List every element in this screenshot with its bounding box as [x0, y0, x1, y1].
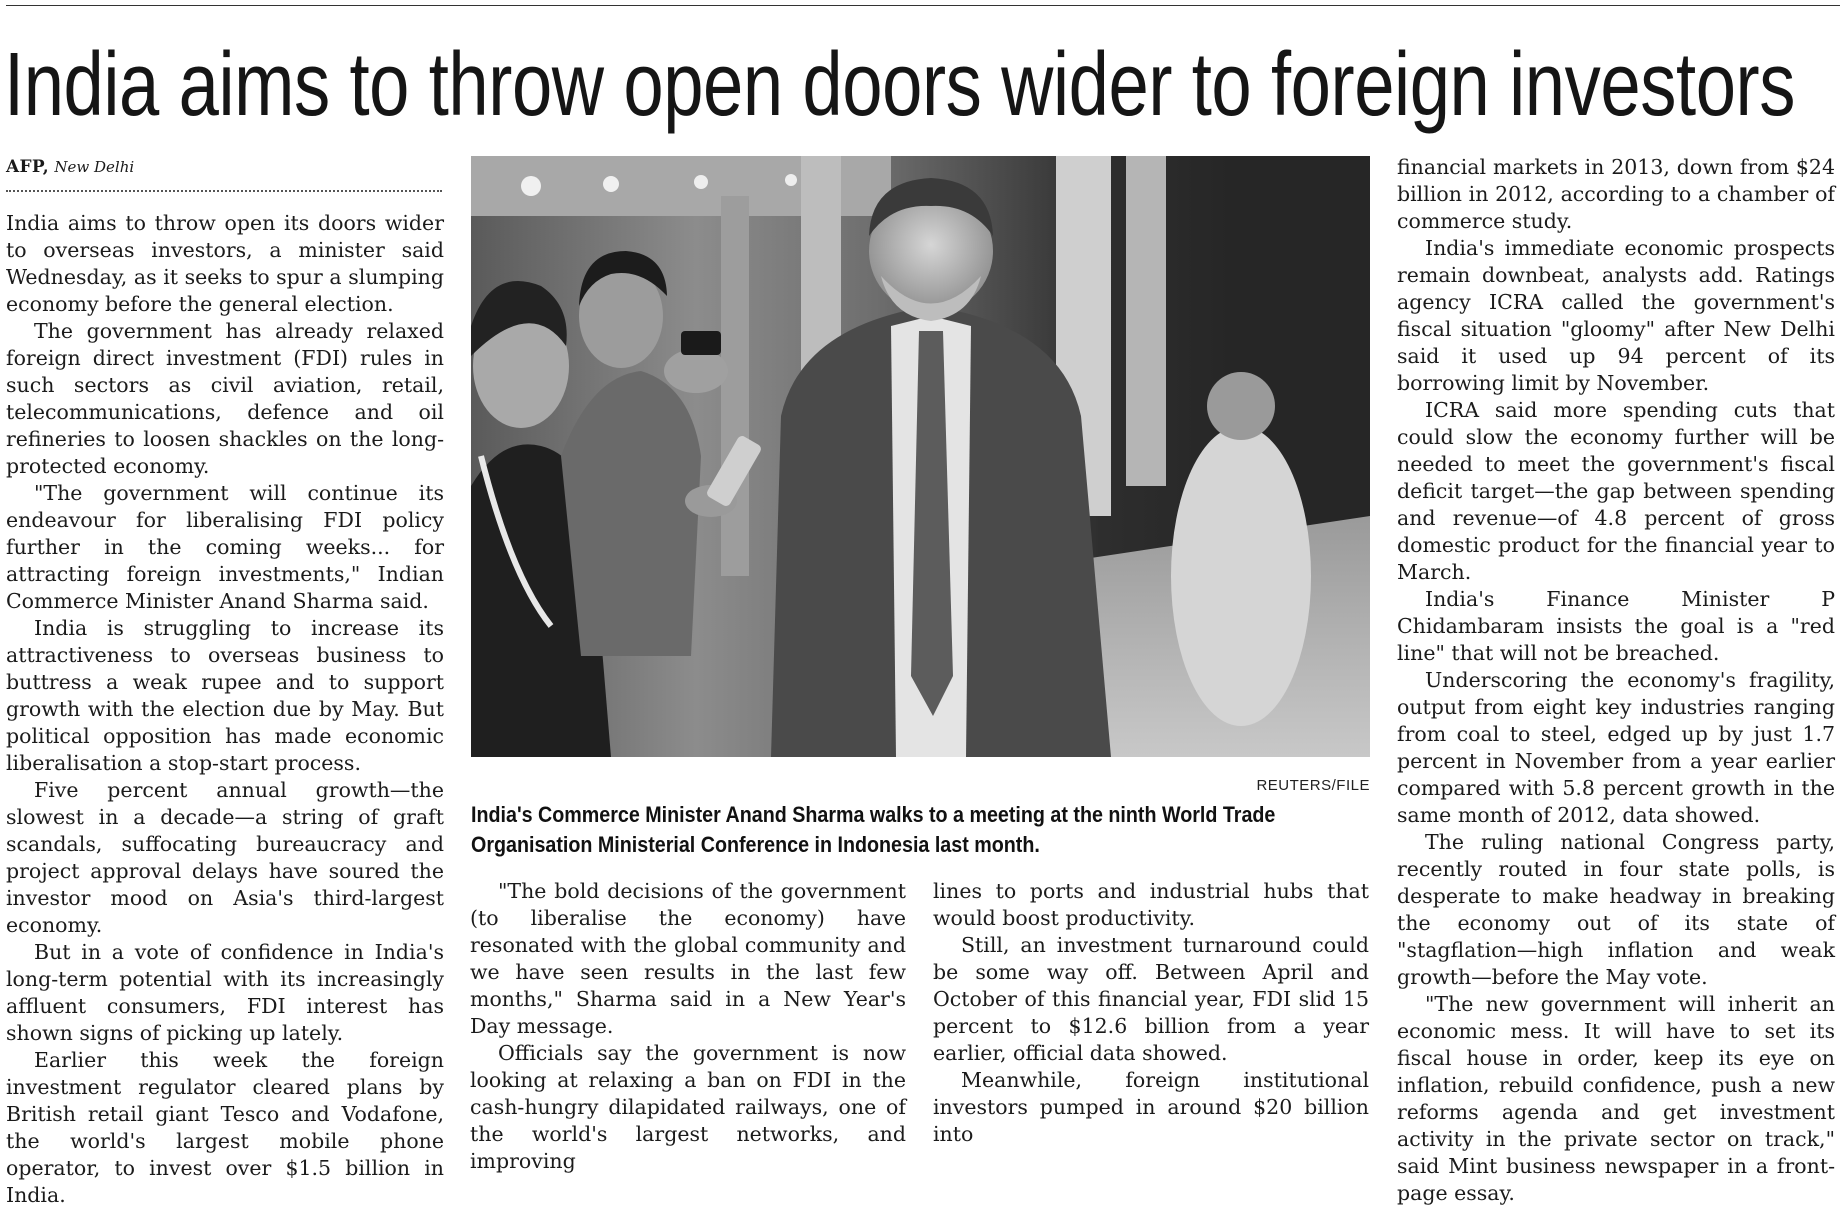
paragraph: India is struggling to increase its attractiveness to overseas business to buttress a weak rupee and to support growth with the election due by May. But political opposition has made economic liberalisation a stop-start process.: [6, 616, 444, 775]
paragraph: lines to ports and industrial hubs that would boost productivity.: [933, 879, 1369, 930]
paragraph: ICRA said more spending cuts that could slow the economy further will be needed to meet the government's fiscal deficit target—the gap between spending and revenue—of 4.8 percent of gross domestic product for the financial year to March.: [1397, 398, 1835, 584]
column-3: [933, 878, 1369, 1148]
byline-agency: AFP,: [6, 157, 49, 177]
paragraph: Earlier this week the foreign investment regulator cleared plans by British retail giant Tesco and Vodafone, the world's largest mobile phone operator, to invest over $1.5 billion in India.: [6, 1048, 444, 1207]
paragraph: India's immediate economic prospects remain downbeat, analysts add. Ratings agency ICRA called the government's fiscal situation "gloomy" after New Delhi said it used up 94 percent of its borrowing limit by November.: [1397, 236, 1835, 395]
news-photo: [471, 156, 1370, 757]
paragraph: India's Finance Minister P Chidambaram insists the goal is a "red line" that will not be breached.: [1397, 587, 1835, 665]
byline-divider: [6, 190, 442, 192]
column-2: [470, 878, 906, 1175]
byline-location: New Delhi: [54, 158, 135, 176]
paragraph: The government has already relaxed foreign direct investment (FDI) rules in such sectors as civil aviation, retail, telecommunications, defence and oil refineries to loosen shackles on the long-protected economy.: [6, 319, 444, 478]
paragraph: India aims to throw open its doors wider to overseas investors, a minister said Wednesday, as it seeks to spur a slumping economy before the general election.: [6, 211, 444, 316]
column-1: [6, 210, 444, 1209]
top-rule: [6, 5, 1840, 6]
paragraph: Officials say the government is now looking at relaxing a ban on FDI in the cash-hungry dilapidated railways, one of the world's largest networks, and improving: [470, 1041, 906, 1173]
paragraph: But in a vote of confidence in India's long-term potential with its increasingly affluent consumers, FDI interest has shown signs of picking up lately.: [6, 940, 444, 1045]
paragraph: Still, an investment turnaround could be some way off. Between April and October of this financial year, FDI slid 15 percent to $12.6 billion from a year earlier, official data showed.: [933, 933, 1369, 1065]
photo-credit: REUTERS/FILE: [1256, 777, 1370, 794]
paragraph: "The bold decisions of the government (to liberalise the economy) have resonated with the global community and we have seen results in the last few months," Sharma said in a New Year's Day message.: [470, 879, 906, 1038]
paragraph: Five percent annual growth—the slowest in a decade—a string of graft scandals, suffocating bureaucracy and project approval delays have soured the investor mood on Asia's third-largest economy.: [6, 778, 444, 937]
byline: [6, 155, 134, 179]
headline: India aims to throw open doors wider to foreign investors: [4, 35, 1796, 135]
paragraph: "The new government will inherit an economic mess. It will have to set its fiscal house in order, keep its eye on inflation, rebuild confidence, push a new reforms agenda and get investment activity in the private sector on track," said Mint business newspaper in a front-page essay.: [1397, 992, 1835, 1205]
paragraph: financial markets in 2013, down from $24 billion in 2012, according to a chamber of commerce study.: [1397, 155, 1835, 233]
paragraph: The ruling national Congress party, recently routed in four state polls, is desperate to make headway in breaking the economy out of its state of "stagflation—high inflation and weak growth—before the May vote.: [1397, 830, 1835, 989]
paragraph: "The government will continue its endeavour for liberalising FDI policy further in the coming weeks... for attracting foreign investments," Indian Commerce Minister Anand Sharma said.: [6, 481, 444, 613]
paragraph: Meanwhile, foreign institutional investors pumped in around $20 billion into: [933, 1068, 1369, 1146]
photo-caption: India's Commerce Minister Anand Sharma walks to a meeting at the ninth World Trade Organisation Ministerial Conference in Indonesia last month.: [471, 802, 1276, 857]
column-4: [1397, 154, 1835, 1207]
paragraph: Underscoring the economy's fragility, output from eight key industries ranging from coal to steel, edged up by just 1.7 percent in November from a year earlier compared with 5.8 percent growth in the same month of 2012, data showed.: [1397, 668, 1835, 827]
